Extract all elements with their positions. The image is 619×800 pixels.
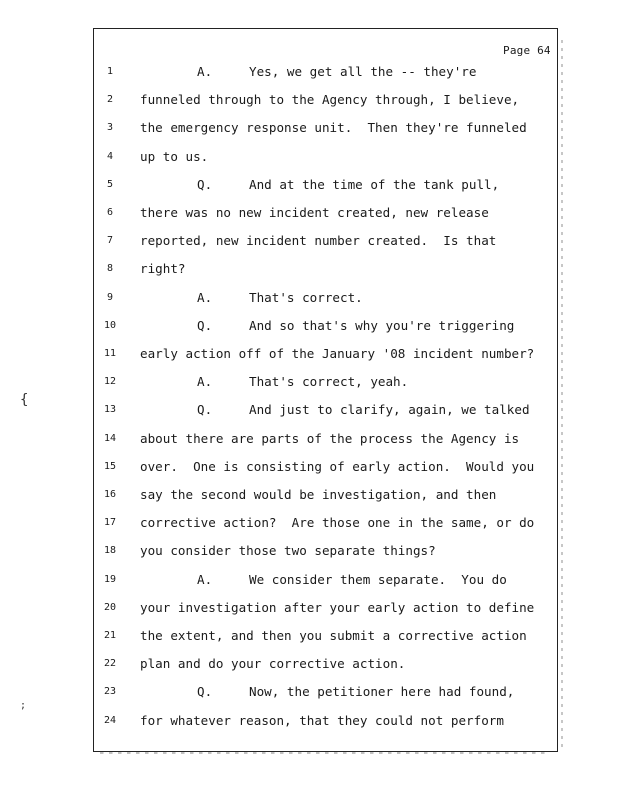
speaker-label: A. xyxy=(197,64,213,79)
line-body: And just to clarify, again, we talked xyxy=(249,402,530,418)
line-number: 6 xyxy=(106,207,114,218)
line-text xyxy=(197,570,507,590)
line-number: 3 xyxy=(106,122,114,134)
transcript-line xyxy=(0,231,619,251)
line-body: for whatever reason, that they could not perform xyxy=(140,712,504,728)
line-number: 1 xyxy=(106,66,114,77)
transcript-line xyxy=(0,457,619,477)
line-number: 10 xyxy=(103,319,117,331)
transcript-line xyxy=(0,316,619,336)
transcript-line xyxy=(0,682,619,702)
line-text xyxy=(140,90,519,110)
line-body: And at the time of the tank pull, xyxy=(249,176,500,192)
transcript-line xyxy=(0,62,619,82)
transcript-line xyxy=(0,203,619,223)
transcript-line xyxy=(0,626,619,646)
speaker-label: Q. xyxy=(197,684,213,700)
line-body: up to us. xyxy=(140,148,209,164)
speaker-label: Q. xyxy=(197,317,213,333)
line-text xyxy=(140,711,504,731)
transcript-line xyxy=(0,598,619,618)
transcript-line xyxy=(0,541,619,561)
line-text xyxy=(140,147,208,167)
line-body: your investigation after your early action to define xyxy=(140,599,535,615)
line-text xyxy=(140,231,496,251)
line-body: That's correct, yeah. xyxy=(249,374,409,390)
line-number: 8 xyxy=(106,263,114,275)
line-number: 5 xyxy=(106,178,114,190)
line-text xyxy=(140,485,496,505)
line-body: you consider those two separate things? xyxy=(140,543,436,559)
line-body: say the second would be investigation, and then xyxy=(140,487,497,502)
transcript-line xyxy=(0,344,619,364)
line-body: over. One is consisting of early action. Would you xyxy=(140,458,535,474)
line-text xyxy=(197,372,408,392)
line-body: about there are parts of the process the Agency is xyxy=(140,430,520,446)
transcript-line xyxy=(0,654,619,674)
line-number: 20 xyxy=(103,601,117,613)
line-body: Now, the petitioner here had found, xyxy=(249,684,515,700)
line-body: Yes, we get all the -- they're xyxy=(249,64,477,79)
line-number: 15 xyxy=(103,460,117,472)
page-number: Page 64 xyxy=(503,44,551,57)
line-body: plan and do your corrective action. xyxy=(140,656,406,672)
speaker-label: A. xyxy=(197,374,213,390)
transcript-line xyxy=(0,372,619,392)
speaker-label: A. xyxy=(197,289,213,305)
line-text xyxy=(140,598,534,618)
line-number: 16 xyxy=(103,489,117,500)
line-body: early action off of the January '08 incident number? xyxy=(140,346,535,361)
line-text xyxy=(197,682,514,702)
line-body: the emergency response unit. Then they're funneled xyxy=(140,120,527,136)
line-body: corrective action? Are those one in the same, or do xyxy=(140,515,535,531)
line-number: 19 xyxy=(103,573,117,585)
transcript-line xyxy=(0,485,619,505)
line-text xyxy=(197,316,514,336)
line-body: funneled through to the Agency through, I believe, xyxy=(140,92,520,108)
speaker-label: Q. xyxy=(197,402,213,418)
transcript-line xyxy=(0,90,619,110)
transcript-line xyxy=(0,570,619,590)
line-text xyxy=(140,203,489,223)
line-number: 7 xyxy=(106,235,114,247)
line-number: 12 xyxy=(103,376,117,388)
speaker-label: Q. xyxy=(197,176,213,192)
speaker-label: A. xyxy=(197,571,213,587)
line-text xyxy=(197,288,363,308)
line-text xyxy=(140,541,436,561)
line-body: the extent, and then you submit a corrective action xyxy=(140,628,527,643)
line-text xyxy=(140,626,527,646)
line-body: That's correct. xyxy=(249,289,363,305)
line-number: 4 xyxy=(106,150,114,162)
line-body: We consider them separate. You do xyxy=(249,571,507,587)
line-number: 14 xyxy=(103,432,117,444)
line-text xyxy=(197,62,476,82)
transcript-line xyxy=(0,118,619,138)
line-text xyxy=(140,457,534,477)
transcript-line xyxy=(0,711,619,731)
line-body: there was no new incident created, new release xyxy=(140,205,489,220)
scan-artifact-bottom xyxy=(100,752,550,754)
line-text xyxy=(197,400,530,420)
line-number: 23 xyxy=(103,686,117,698)
line-text xyxy=(140,513,534,533)
line-number: 22 xyxy=(103,658,117,670)
transcript-line xyxy=(0,429,619,449)
transcript-line xyxy=(0,175,619,195)
line-number: 18 xyxy=(103,545,117,557)
line-text xyxy=(140,118,527,138)
line-number: 21 xyxy=(103,630,117,641)
transcript-line xyxy=(0,259,619,279)
line-number: 17 xyxy=(103,517,117,529)
line-number: 24 xyxy=(103,714,117,726)
line-text xyxy=(140,429,519,449)
line-text xyxy=(140,259,186,279)
margin-mark: { xyxy=(20,392,29,408)
transcript-line xyxy=(0,288,619,308)
line-number: 9 xyxy=(106,291,114,303)
margin-mark: ; xyxy=(20,700,27,711)
line-number: 2 xyxy=(106,94,114,106)
line-text xyxy=(140,344,534,364)
transcript-line xyxy=(0,400,619,420)
line-body: And so that's why you're triggering xyxy=(249,317,515,333)
line-body: right? xyxy=(140,261,186,277)
transcript-line xyxy=(0,147,619,167)
line-text xyxy=(140,654,405,674)
transcript-line xyxy=(0,513,619,533)
line-number: 11 xyxy=(103,348,117,359)
line-text xyxy=(197,175,499,195)
line-number: 13 xyxy=(103,404,117,416)
line-body: reported, new incident number created. Is that xyxy=(140,233,497,249)
